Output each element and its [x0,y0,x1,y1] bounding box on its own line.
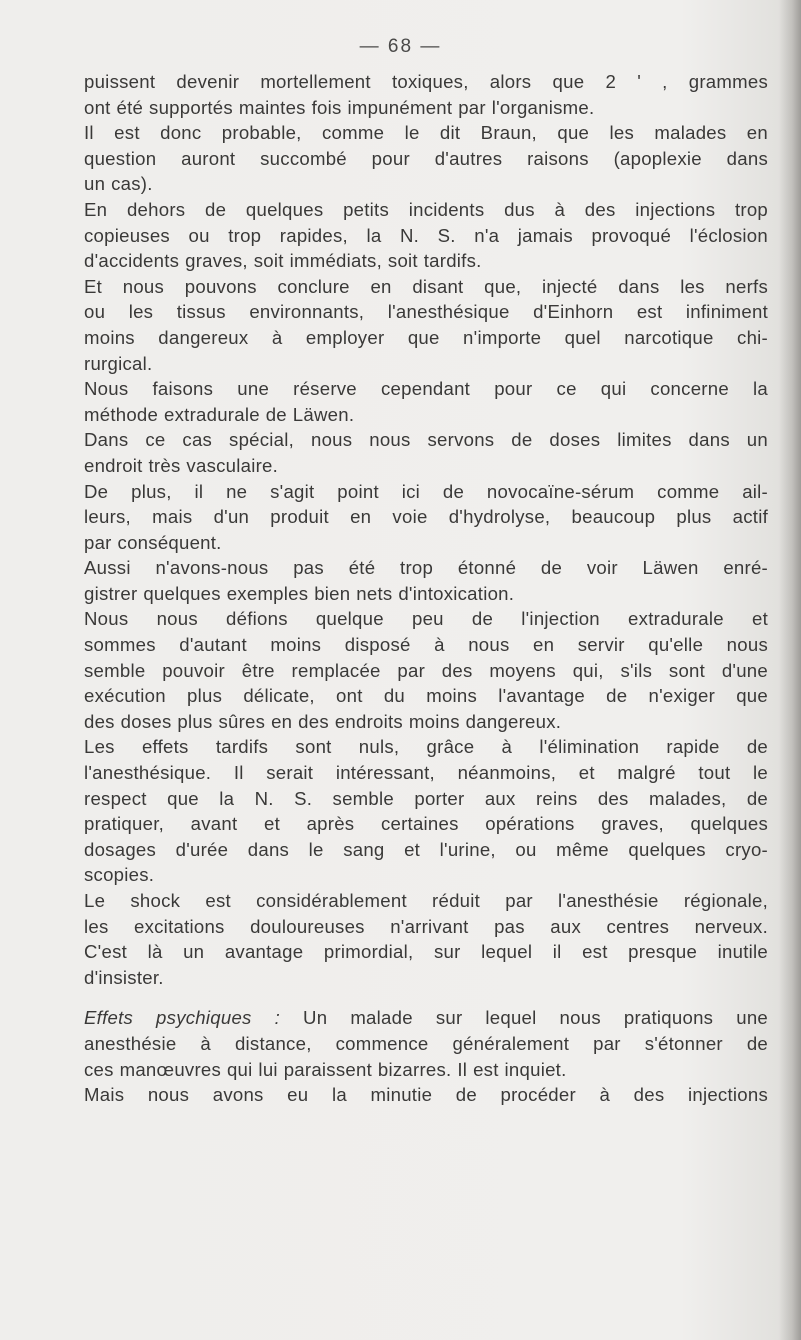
text-line: Le shock est considérablement réduit par l'anesthésie régionale, [84,890,768,911]
text-line: par conséquent. [84,531,222,553]
text-line: ont été supportés maintes fois impunément par l'organisme. [84,96,595,118]
text-line: Les effets tardifs sont nuls, grâce à l'élimination rapide de [84,736,768,758]
text-line: sommes d'autant moins disposé à nous en servir qu'elle nous [84,634,768,656]
page-number: — 68 — [359,36,442,57]
text-line: ou les tissus environnants, l'anesthésique d'Einhorn est infiniment [84,301,768,323]
text-line: anesthésie à distance, commence généralement par s'étonner de [84,1032,768,1054]
body-text [84,69,768,1108]
text-line: endroit très vasculaire. [84,454,279,476]
text-line: Mais nous avons eu la minutie de procéder à des injections [84,1084,768,1106]
text-line: rurgical. [84,352,153,374]
text-line: C'est là un avantage primordial, sur lequel il est presque inutile [84,941,768,963]
text-line: d'accidents graves, soit immédiats, soit tardifs. [84,250,482,272]
text-line: les excitations douloureuses n'arrivant pas aux centres nerveux. [84,915,768,937]
text-line: scopies. [84,864,155,886]
text-line: exécution plus délicate, ont du moins l'avantage de n'exiger que [84,685,768,707]
text-line: Dans ce cas spécial, nous nous servons de doses limites dans un [84,429,768,451]
text-line: De plus, il ne s'agit point ici de novocaïne-sérum comme ail- [84,480,768,502]
text-line: gistrer quelques exemples bien nets d'intoxication. [84,582,515,604]
section-first-line [84,1005,768,1031]
text-line: Nous nous défions quelque peu de l'injection extradurale et [84,608,768,630]
text-line: un cas). [84,173,153,195]
text-line: respect que la N. S. semble porter aux reins des malades, de [84,787,768,809]
text-line: Aussi n'avons-nous pas été trop étonné de voir Läwen enré- [84,557,768,579]
section-heading: Effets psychiques : [84,1007,281,1029]
paragraph-gap [84,990,768,1005]
text-line: Il est donc probable, comme le dit Braun, que les malades en [84,122,768,144]
text-line: En dehors de quelques petits incidents dus à des injections trop [84,198,768,220]
text-line: dosages d'urée dans le sang et l'urine, ou même quelques cryo- [84,838,768,860]
text-line: l'anesthésique. Il serait intéressant, néanmoins, et malgré tout le [84,762,768,784]
page-gutter-shadow [779,0,801,1340]
text-line: ces manœuvres qui lui paraissent bizarres. Il est inquiet. [84,1058,567,1080]
text-line: pratiquer, avant et après certaines opérations graves, quelques [84,813,768,835]
text-line: d'insister. [84,966,164,988]
text-line: méthode extradurale de Läwen. [84,403,355,425]
text-line: semble pouvoir être remplacée par des moyens qui, s'ils sont d'une [84,659,768,681]
text-line: leurs, mais d'un produit en voie d'hydrolyse, beaucoup plus actif [84,506,768,528]
text-line: question auront succombé pour d'autres raisons (apoplexie dans [84,147,768,169]
text-line: copieuses ou trop rapides, la N. S. n'a jamais provoqué l'éclosion [84,224,768,246]
section-first-line-text: Un malade sur lequel nous pratiquons une [280,1007,769,1029]
text-line: Nous faisons une réserve cependant pour ce qui concerne la [84,378,768,400]
text-line: Et nous pouvons conclure en disant que, injecté dans les nerfs [84,275,768,297]
text-line: puissent devenir mortellement toxiques, alors que 2 ' , grammes [84,71,768,92]
text-line: des doses plus sûres en des endroits moins dangereux. [84,710,562,732]
text-line: moins dangereux à employer que n'importe quel narcotique chi- [84,326,768,348]
